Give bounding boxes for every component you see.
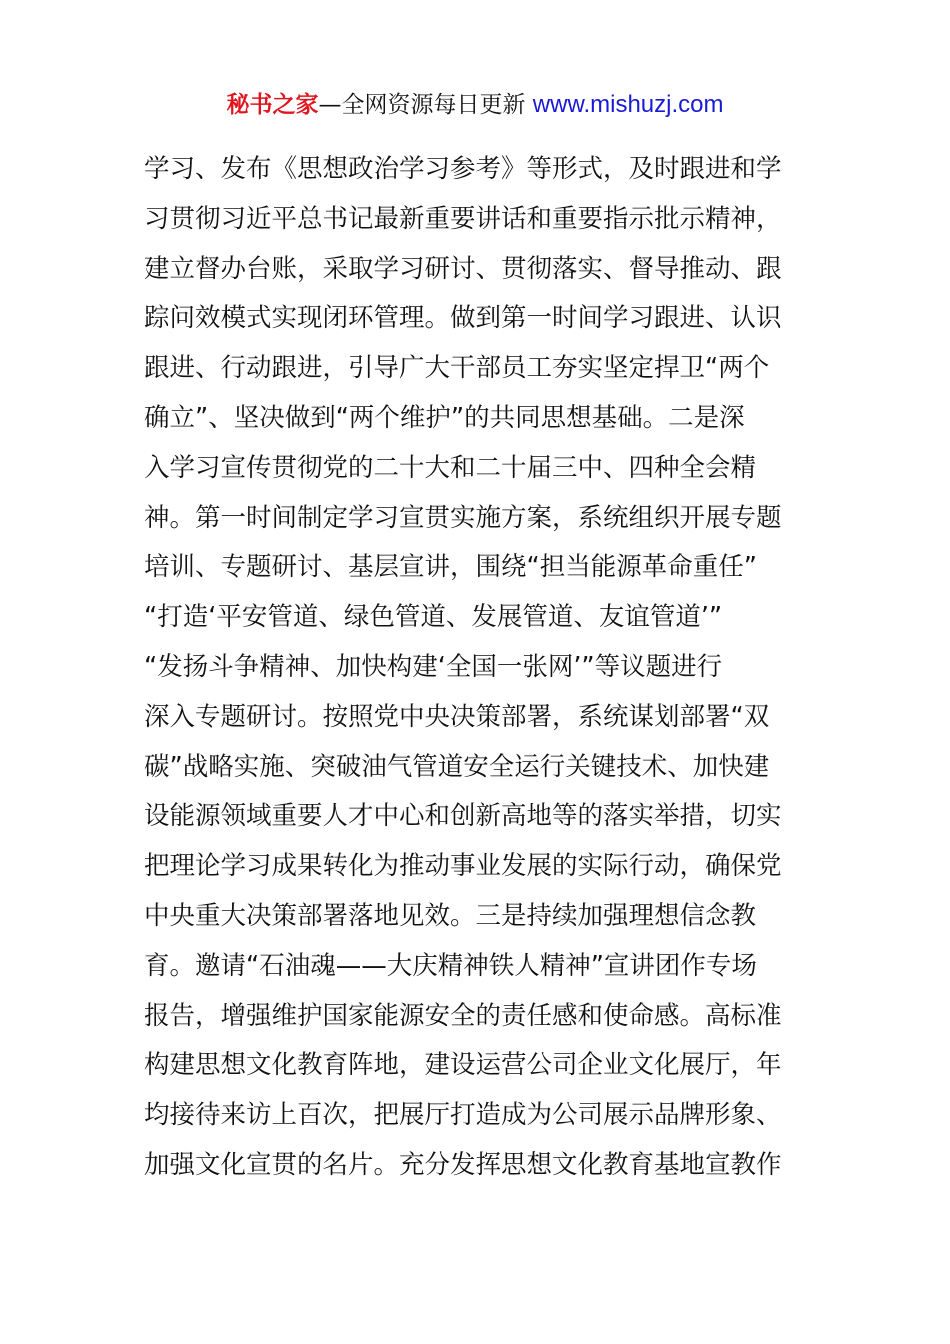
page-header bbox=[0, 88, 950, 122]
text-line: 碳”战略实施、突破油气管道安全运行关键技术、加快建 bbox=[144, 751, 770, 782]
text-line: 建立督办台账，采取学习研讨、贯彻落实、督导推动、跟 bbox=[144, 253, 782, 284]
text-line: 设能源领域重要人才中心和创新高地等的落实举措，切实 bbox=[144, 801, 782, 832]
text-line: 加强文化宣贯的名片。充分发挥思想文化教育基地宣教作 bbox=[144, 1149, 782, 1180]
site-brand: 秘书之家 bbox=[226, 92, 319, 118]
text-line: 习贯彻习近平总书记最新重要讲话和重要指示批示精神， bbox=[144, 203, 782, 234]
text-line: “发扬斗争精神、加快构建‘全国一张网’”等议题进行 bbox=[144, 651, 723, 682]
text-line: 深入专题研讨。按照党中央决策部署，系统谋划部署“双 bbox=[144, 701, 770, 732]
text-line: 报告，增强维护国家能源安全的责任感和使命感。高标准 bbox=[144, 1000, 782, 1031]
text-line: 中央重大决策部署落地见效。三是持续加强理想信念教 bbox=[144, 900, 757, 931]
text-line: 把理论学习成果转化为推动事业发展的实际行动，确保党 bbox=[144, 851, 782, 882]
text-line: “打造‘平安管道、绿色管道、发展管道、友谊管道’” bbox=[144, 602, 723, 633]
text-line: 育。邀请“石油魂——大庆精神铁人精神”宣讲团作专场 bbox=[144, 950, 757, 981]
text-line: 构建思想文化教育阵地，建设运营公司企业文化展厅，年 bbox=[144, 1050, 782, 1081]
text-line: 均接待来访上百次，把展厅打造成为公司展示品牌形象、 bbox=[144, 1100, 782, 1131]
site-url[interactable]: www.mishuzj.com bbox=[532, 91, 724, 118]
document-body bbox=[144, 145, 814, 1191]
text-line: 神。第一时间制定学习宣贯实施方案，系统组织开展专题 bbox=[144, 502, 782, 533]
text-line: 入学习宣传贯彻党的二十大和二十届三中、四种全会精 bbox=[144, 452, 757, 483]
text-line: 学习、发布《思想政治学习参考》等形式，及时跟进和学 bbox=[144, 154, 782, 184]
text-line: 培训、专题研讨、基层宣讲，围绕“担当能源革命重任” bbox=[144, 552, 757, 583]
site-tagline: —全网资源每日更新 bbox=[318, 92, 526, 118]
text-line: 跟进、行动跟进，引导广大干部员工夯实坚定捍卫“两个 bbox=[144, 353, 770, 384]
text-line: 踪问效模式实现闭环管理。做到第一时间学习跟进、认识 bbox=[144, 303, 782, 334]
text-line: 确立”、坚决做到“两个维护”的共同思想基础。二是深 bbox=[144, 402, 745, 433]
